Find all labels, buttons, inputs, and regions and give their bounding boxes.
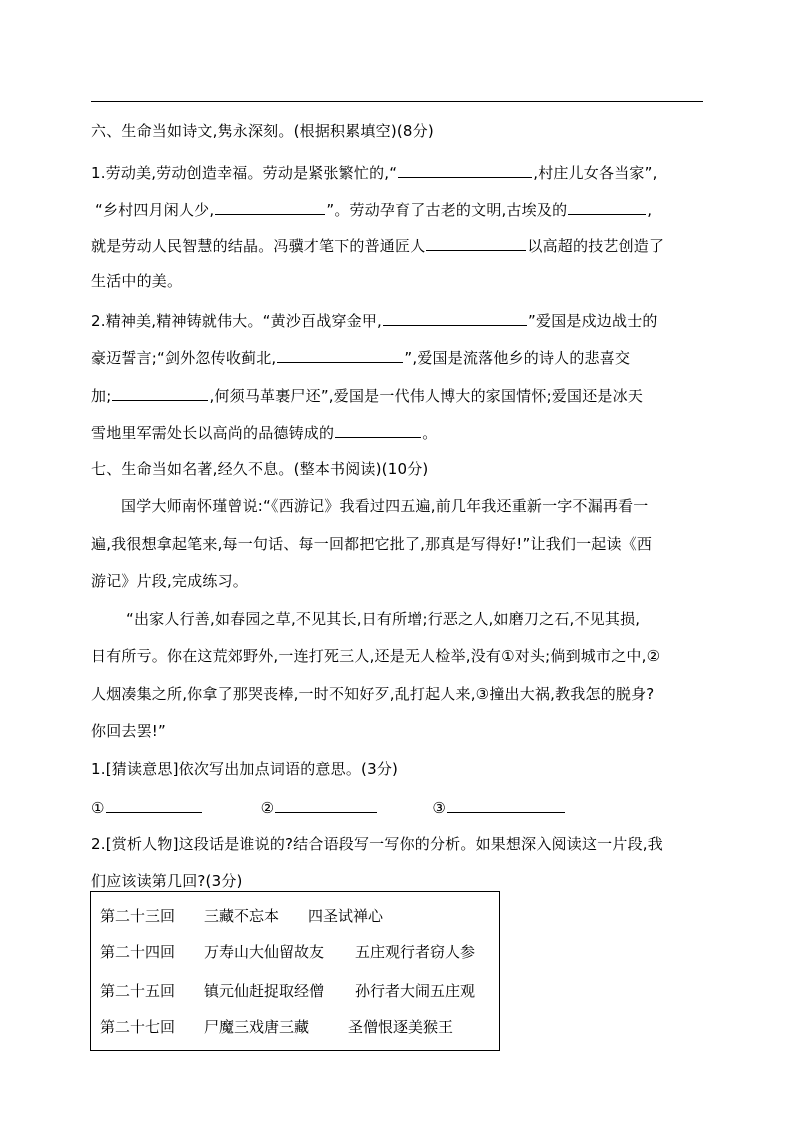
- chapter-title-2: 五庄观行者窃人参: [355, 943, 476, 961]
- s6-q1-line3: [91, 234, 664, 256]
- s6-q2-line2: [91, 346, 630, 368]
- s7-intro-line1: 国学大师南怀瑾曾说:“《西游记》我看过四五遍,前几年我还重新一字不漏再看一: [121, 497, 649, 515]
- answer-blank[interactable]: [275, 796, 377, 813]
- section7-heading: 七、生命当如名著,经久不息。(整本书阅读)(10分): [91, 460, 429, 478]
- s7-q1-text: 1.[猜读意思]依次写出加点词语的意思。(3分): [91, 760, 399, 778]
- chapter-row: [100, 906, 383, 926]
- answer-mark-1: ①: [91, 799, 105, 817]
- chapter-title-1: 万寿山大仙留故友: [204, 943, 325, 961]
- s7-excerpt-line4: 你回去罢!”: [91, 722, 166, 740]
- answer-blank[interactable]: [383, 309, 527, 326]
- s6-q1-text-a: 1.劳动美,劳动创造幸福。劳动是紧张繁忙的,“: [91, 164, 398, 182]
- chapter-row: [100, 981, 475, 1001]
- chapter-table: [90, 891, 500, 1051]
- s7-intro-line2: 遍,我很想拿起笔来,每一句话、每一回都把它批了,那真是写得好!”让我们一起读《西: [91, 535, 653, 553]
- chapter-title-1: 尸魔三戏唐三藏: [204, 1018, 310, 1036]
- s7-q1-answer-row: [91, 796, 566, 818]
- chapter-row: [100, 942, 475, 962]
- s6-q1-text-f: 就是劳动人民智慧的结晶。冯骥才笔下的普通匠人: [91, 237, 426, 255]
- s7-excerpt-line2: 日有所亏。你在这荒郊野外,一连打死三人,还是无人检举,没有①对头;倘到城市之中,②: [91, 647, 661, 665]
- chapter-number: 第二十四回: [100, 943, 176, 961]
- answer-blank[interactable]: [277, 346, 403, 363]
- chapter-number: 第二十七回: [100, 1018, 176, 1036]
- answer-blank[interactable]: [106, 796, 202, 813]
- s6-q2-line4: [91, 421, 437, 443]
- s6-q1-text-d: ”。劳动孕育了古老的文明,古埃及的: [326, 201, 568, 219]
- s6-q2-text-a: 2.精神美,精神铸就伟大。“黄沙百战穿金甲,: [91, 312, 383, 330]
- s6-q2-text-h: 。: [422, 424, 438, 442]
- s6-q2-text-b: ”爱国是戍边战士的: [528, 312, 658, 330]
- answer-mark-2: ②: [260, 799, 275, 817]
- s6-q2-text-c: 豪迈誓言;“剑外忽传收蓟北,: [91, 349, 277, 367]
- s6-q2-text-e: 加;: [91, 387, 112, 405]
- s6-q1-text-e: ,: [647, 201, 653, 219]
- s7-q2-line2: 们应该读第几回?(3分): [91, 872, 243, 890]
- s6-q2-text-g: 雪地里军需处长以高尚的品德铸成的: [91, 424, 335, 442]
- answer-blank[interactable]: [112, 384, 208, 401]
- chapter-title-2: 孙行者大闹五庄观: [355, 982, 476, 1000]
- chapter-title-2: 圣僧恨逐美猴王: [348, 1018, 454, 1036]
- chapter-number: 第二十五回: [100, 982, 176, 1000]
- s6-q1-text-c: “乡村四月闲人少,: [95, 201, 215, 219]
- s6-q1-line4: 生活中的美。: [91, 272, 183, 290]
- s6-q1-text-b: ,村庄儿女各当家”,: [533, 164, 658, 182]
- s6-q2-text-d: ”,爱国是流落他乡的诗人的悲喜交: [404, 349, 631, 367]
- chapter-title-1: 镇元仙赶捉取经僧: [204, 982, 325, 1000]
- answer-blank[interactable]: [426, 234, 526, 251]
- header-rule: [91, 101, 703, 102]
- s7-q2-line1: 2.[赏析人物]这段话是谁说的?结合语段写一写你的分析。如果想深入阅读这一片段,我: [91, 835, 663, 853]
- answer-blank[interactable]: [568, 198, 646, 215]
- s7-excerpt-line1: “出家人行善,如春园之草,不见其长,日有所增;行恶之人,如磨刀之石,不见其损,: [126, 610, 641, 628]
- answer-blank[interactable]: [215, 198, 325, 215]
- s6-q1-line2: [95, 198, 652, 220]
- chapter-title-2: 四圣试禅心: [308, 907, 384, 925]
- s6-q1-line1: [91, 161, 658, 183]
- answer-blank[interactable]: [335, 421, 421, 438]
- s7-excerpt-line3: 人烟凑集之所,你拿了那哭丧棒,一时不知好歹,乱打起人来,③撞出大祸,教我怎的脱身?: [91, 685, 655, 703]
- s6-q2-text-f: ,何须马革裹尸还”,爱国是一代伟人博大的家国情怀;爱国还是冰天: [209, 387, 644, 405]
- chapter-number: 第二十三回: [100, 907, 176, 925]
- section6-heading: 六、生命当如诗文,隽永深刻。(根据积累填空)(8分): [91, 122, 434, 140]
- chapter-row: [100, 1017, 453, 1037]
- chapter-title-1: 三藏不忘本: [204, 907, 280, 925]
- s6-q1-text-g: 以高超的技艺创造了: [527, 237, 665, 255]
- s7-intro-line3: 游记》片段,完成练习。: [91, 572, 248, 590]
- s6-q2-line1: [91, 309, 658, 331]
- answer-blank[interactable]: [398, 161, 532, 178]
- answer-mark-3: ③: [432, 799, 446, 817]
- answer-blank[interactable]: [447, 796, 565, 813]
- s6-q2-line3: [91, 384, 643, 406]
